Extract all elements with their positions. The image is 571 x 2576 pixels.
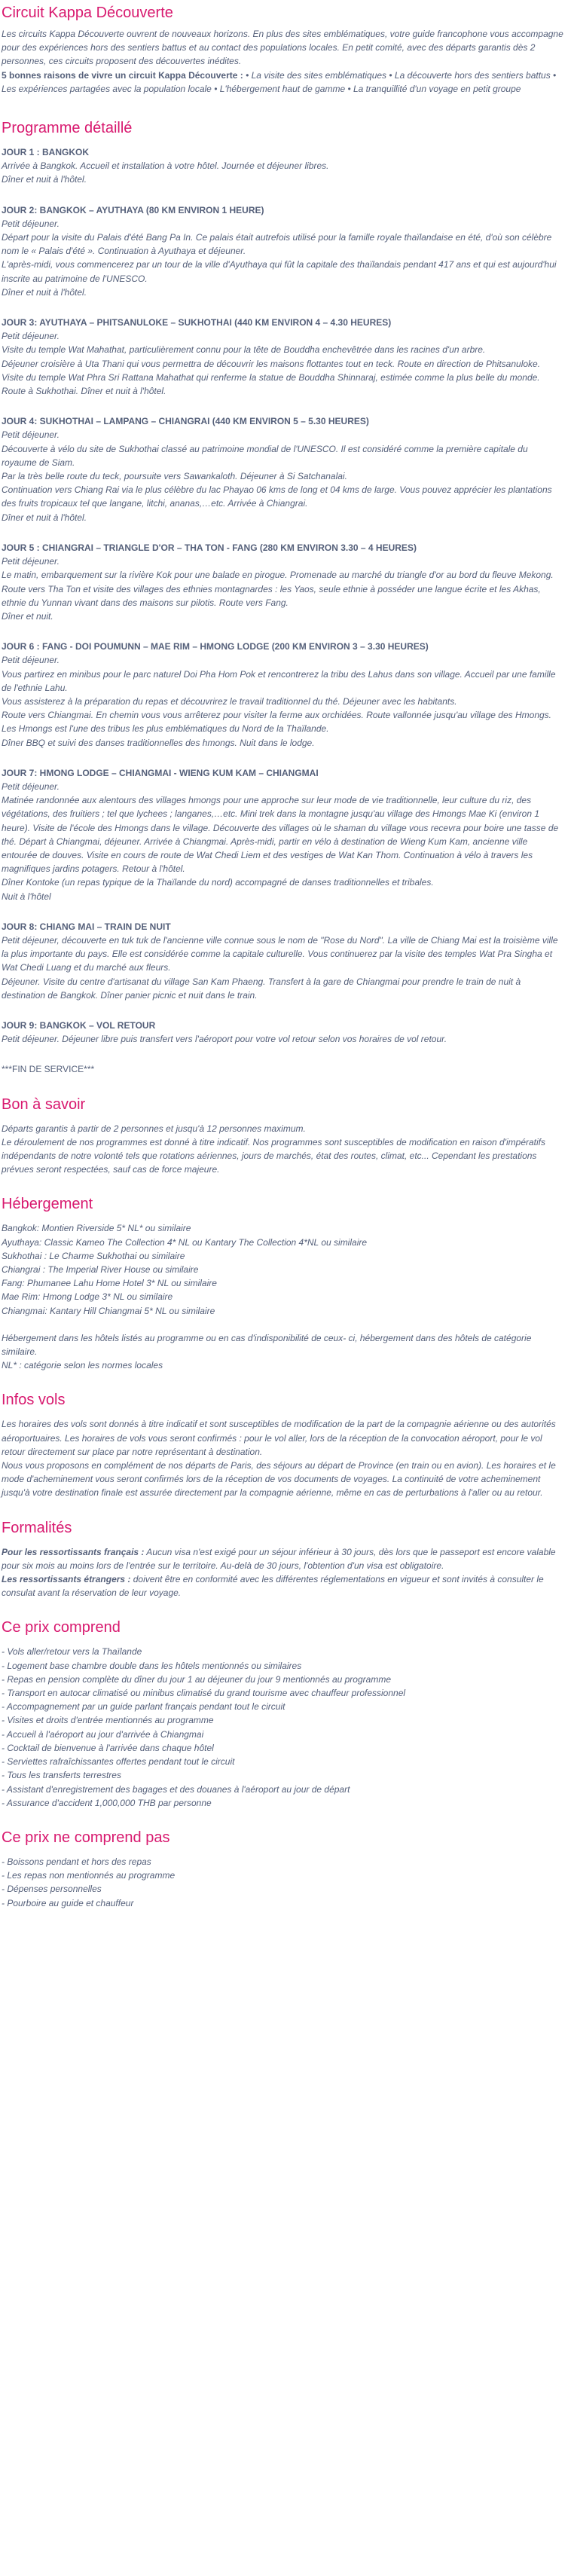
- hotel-line: Ayuthaya: Classic Kameo The Collection 4* NL ou Kantary The Collection 4*NL ou similaire: [2, 1236, 368, 1248]
- day-block: [2, 145, 565, 187]
- bon-a-savoir-line: Le déroulement de nos programmes est donné à titre indicatif. Nos programmes sont susceptibles de modification en raison d'impératifs indépendants de notre volonté tels que rotations aériennes, jours de marchés, état des routes, climat, etc... Cependant les prestations prévues seront respectées, sauf cas de force majeure.: [2, 1136, 545, 1175]
- hotel-line: Mae Rim: Hmong Lodge 3* NL ou similaire: [2, 1291, 173, 1303]
- included-item: - Assurance d'accident 1,000,000 THB par personne: [2, 1797, 212, 1808]
- reasons-label: 5 bonnes raisons de vivre un circuit Kappa Découverte :: [2, 69, 243, 81]
- day-line: Petit déjeuner. Déjeuner libre puis transfert vers l'aéroport pour votre vol retour selon vos horaires de vol retour.: [2, 1034, 447, 1045]
- excluded-item: - Boissons pendant et hors des repas: [2, 1856, 151, 1867]
- day-line: Dîner et nuit à l'hôtel.: [2, 174, 87, 185]
- day-title: JOUR 7: HMONG LODGE – CHIANGMAI - WIENG KUM KAM – CHIANGMAI: [2, 767, 319, 778]
- day-line: Déjeuner. Visite du centre d'artisanat du village San Kam Phaeng. Transfert à la gare de Chiangmai pour prendre le train de nuit à destination de Bangkok. Dîner panier picnic et nuit dans le train.: [2, 976, 521, 1001]
- day-body: [2, 159, 565, 186]
- day-block: [2, 541, 565, 623]
- hebergement-heading: Hébergement: [2, 1196, 93, 1213]
- included-item: - Vols aller/retour vers la Thaïlande: [2, 1646, 142, 1658]
- day-body: [2, 555, 565, 623]
- day-body: [2, 653, 565, 749]
- hebergement-note: NL* : catégorie selon les normes locales: [2, 1360, 163, 1371]
- day-line: Découverte à vélo du site de Sukhothai classé au patrimoine mondial de l'UNESCO. Il est considéré comme la première capitale du royaume de Siam.: [2, 443, 528, 468]
- reasons-text: • La visite des sites emblématiques • La découverte hors des sentiers battus • Les expériences partagées avec la population locale • L'hébergement haut de gamme • La tranquillité d'un voyage en petit groupe: [2, 69, 557, 94]
- day-title: JOUR 2: BANGKOK – AYUTHAYA (80 KM ENVIRON 1 HEURE): [2, 204, 264, 215]
- day-block: [2, 414, 565, 524]
- day-line: Arrivée à Bangkok. Accueil et installation à votre hôtel. Journée et déjeuner libres.: [2, 160, 329, 172]
- day-title: JOUR 6 : FANG - DOI POUMUNN – MAE RIM – HMONG LODGE (200 KM ENVIRON 3 – 3.30 HEURES): [2, 641, 429, 652]
- day-block: [2, 766, 565, 903]
- day-block: [2, 203, 565, 299]
- infos-vols-heading: Infos vols: [2, 1392, 66, 1409]
- day-block: [2, 316, 565, 398]
- formalites-section: [2, 1518, 565, 1600]
- day-title: JOUR 9: BANGKOK – VOL RETOUR: [2, 1019, 156, 1031]
- day-title: JOUR 8: CHIANG MAI – TRAIN DE NUIT: [2, 921, 171, 932]
- day-line: Petit déjeuner.: [2, 218, 60, 229]
- bon-a-savoir-heading: Bon à savoir: [2, 1095, 86, 1113]
- day-line: Route à Sukhothai. Dîner et nuit à l'hôtel.: [2, 386, 166, 397]
- page-title: Circuit Kappa Découverte: [2, 5, 173, 21]
- day-line: Petit déjeuner.: [2, 655, 60, 666]
- day-line: Déjeuner croisière à Uta Thani qui vous permettra de découvrir les maisons flottantes tout en teck. Route en direction de Phitsanuloke.: [2, 358, 541, 369]
- formalites-foreign-text: doivent être en conformité avec les différentes réglementations en vigueur et sont invités à consulter le consulat avant la réservation de leur voyage.: [2, 1574, 544, 1599]
- day-line: Matinée randonnée aux alentours des villages hmongs pour une approche sur leur mode de vie traditionnelle, leur culture du riz, des végétations, des fruitiers ; tel que lychees ; langanes,…etc. Mini trek dans la montagne jusqu'au village des Hmongs Mae Ki (environ 1 heure). Visite de l'école des Hmongs dans le village. Découverte des villages où le shaman du village vous recevra pour boire une tasse de thé. Départ à Chiangmai, déjeuner. Arrivée à Chiangmai. Après-midi, partir en vélo à destination de Wieng Kum Kam, ancienne ville entourée de douves. Visite en cours de route de Wat Chedi Liem et des vestiges de Wat Kan Thom. Continuation à vélo à travers les magnifiques jardins potagers. Retour à l'hôtel.: [2, 795, 559, 875]
- formalites-foreign: [2, 1572, 565, 1600]
- hotel-list: [2, 1221, 565, 1317]
- day-line: Petit déjeuner.: [2, 781, 60, 792]
- bon-a-savoir-section: [2, 1095, 565, 1177]
- day-line: Route vers Chiangmai. En chemin vous vous arrêterez pour visiter la ferme aux orchidées. Route vallonnée jusqu'au village des Hmongs. Les Hmongs est l'une des tribus les plus emblématiques du Nord de la Thaïlande.: [2, 710, 551, 735]
- hebergement-section: [2, 1194, 565, 1372]
- day-line: Visite du temple Wat Mahathat, particulièrement connu pour la tête de Bouddha enchevêtrée dans les racines d'un arbre.: [2, 344, 486, 356]
- programme-heading: Programme détaillé: [2, 120, 133, 137]
- day-block: [2, 1019, 565, 1046]
- day-line: Petit déjeuner.: [2, 429, 60, 441]
- day-title: JOUR 3: AYUTHAYA – PHITSANULOKE – SUKHOTHAI (440 KM ENVIRON 4 – 4.30 HEURES): [2, 317, 392, 328]
- day-body: [2, 1032, 565, 1046]
- intro-section: [2, 27, 565, 96]
- prix-comprend-list: [2, 1645, 565, 1809]
- day-line: Dîner et nuit à l'hôtel.: [2, 286, 87, 298]
- formalites-french-text: Aucun visa n'est exigé pour un séjour inférieur à 30 jours, dès lors que le passeport est encore valable pour six mois au moins lors de l'entrée sur le territoire. Au-delà de 30 jours, l'obtention d'un visa est obligatoire.: [2, 1546, 556, 1571]
- included-item: - Logement base chambre double dans les hôtels mentionnés ou similaires: [2, 1660, 302, 1671]
- document: [0, 3, 571, 1910]
- excluded-item: - Pourboire au guide et chauffeur: [2, 1897, 134, 1908]
- day-line: Visite du temple Wat Phra Sri Rattana Mahathat qui renferme la statue de Bouddha Shinnaraj, estimée comme la plus belle du monde.: [2, 371, 540, 383]
- day-title: JOUR 1 : BANGKOK: [2, 147, 90, 158]
- excluded-item: - Dépenses personnelles: [2, 1884, 102, 1895]
- included-item: - Accueil à l'aéroport au jour d'arrivée à Chiangmai: [2, 1728, 204, 1740]
- intro-paragraph: Les circuits Kappa Découverte ouvrent de nouveaux horizons. En plus des sites emblématiques, votre guide francophone vous accompagne pour des expériences hors des sentiers battus et au contact des populations locales. En petit comité, avec des départs garantis dès 2 personnes, ces circuits proposent des découvertes inédites.: [2, 29, 563, 67]
- day-body: [2, 428, 565, 524]
- included-item: - Accompagnement par un guide parlant français pendant tout le circuit: [2, 1701, 286, 1713]
- day-line: Dîner et nuit à l'hôtel.: [2, 512, 87, 523]
- days-list: [2, 145, 565, 1046]
- day-line: Petit déjeuner, découverte en tuk tuk de l'ancienne ville connue sous le nom de "Rose du Nord". La ville de Chiang Mai est la troisième ville la plus importante du pays. Elle est considérée comme la capitale culturelle. Vous continuerez par la visite des temples Wat Pra Singha et Wat Chedi Luang et du marché aux fleurs.: [2, 934, 558, 973]
- hotel-line: Chiangrai : The Imperial River House ou similaire: [2, 1264, 199, 1276]
- formalites-french-label: Pour les ressortissants français :: [2, 1546, 145, 1557]
- included-item: - Cocktail de bienvenue à l'arrivée dans chaque hôtel: [2, 1742, 214, 1753]
- included-item: - Visites et droits d'entrée mentionnés au programme: [2, 1715, 214, 1726]
- day-line: Dîner BBQ et suivi des danses traditionnelles des hmongs. Nuit dans le lodge.: [2, 737, 315, 748]
- day-body: [2, 780, 565, 903]
- formalites-french: [2, 1545, 565, 1572]
- day-line: Vous partirez en minibus pour le parc naturel Doi Pha Hom Pok et rencontrerez la tribu des Lahus dans son village. Accueil par une famille de l'ethnie Lahu.: [2, 668, 556, 693]
- day-title: JOUR 4: SUKHOTHAI – LAMPANG – CHIANGRAI (440 KM ENVIRON 5 – 5.30 HEURES): [2, 416, 369, 427]
- hotel-line: Chiangmai: Kantary Hill Chiangmai 5* NL ou similaire: [2, 1305, 215, 1316]
- included-item: - Repas en pension complète du dîner du jour 1 au déjeuner du jour 9 mentionnés au programme: [2, 1673, 391, 1685]
- hebergement-note: Hébergement dans les hôtels listés au programme ou en cas d'indisponibilité de ceux- ci, hébergement dans des hôtels de catégorie similaire.: [2, 1332, 532, 1358]
- excluded-item: - Les repas non mentionnés au programme: [2, 1870, 176, 1881]
- day-line: Dîner Kontoke (un repas typique de la Thaïlande du nord) accompagné de danses traditionnelles et tribales.: [2, 877, 434, 888]
- bon-a-savoir-line: Départs garantis à partir de 2 personnes et jusqu'à 12 personnes maximum.: [2, 1123, 306, 1134]
- formalites-foreign-label: Les ressortissants étrangers :: [2, 1574, 131, 1585]
- day-block: [2, 920, 565, 1002]
- day-line: Départ pour la visite du Palais d'été Bang Pa In. Ce palais était autrefois utilisé pour la famille royale thaïlandaise en été, d'où son célèbre nom le « Palais d'été ». Continuation à Ayuthaya et déjeuner.: [2, 232, 552, 257]
- infos-vols-paragraph: Nous vous proposons en complément de nos départs de Paris, des séjours au départ de Province (en train ou en avion). Les horaires et le mode d'acheminement vous seront confirmés lors de la réception de vos documents de voyages. La continuité de votre acheminement jusqu'à votre destination finale est assurée directement par la compagnie aérienne, même en cas de perturbations à l'aller ou au retour.: [2, 1460, 556, 1499]
- day-line: Petit déjeuner.: [2, 556, 60, 567]
- day-line: Vous assisterez à la préparation du repas et découvrirez le travail traditionnel du thé. Déjeuner avec les habitants.: [2, 695, 457, 707]
- prix-ne-comprend-list: [2, 1855, 565, 1910]
- day-body: [2, 934, 565, 1002]
- day-line: Le matin, embarquement sur la rivière Kok pour une balade en pirogue. Promenade au marché du triangle d'or au bord du fleuve Mekong. Route vers Tha Ton et visite des villages des ethnies montagnardes : les Yaos, seule ethnie à posséder une langue écrite et les Akhas, ethnie du Yunnan vivant dans des maisons sur pilotis. Route vers Fang.: [2, 570, 554, 608]
- day-line: Dîner et nuit.: [2, 610, 53, 622]
- infos-vols-paragraph: Les horaires des vols sont donnés à titre indicatif et sont susceptibles de modification de la part de la compagnie aérienne ou des autorités aéroportuaires. Les horaires de vols vous seront confirmés : pour le vol aller, lors de la réception de la convocation aéroport, pour le vol retour directement sur place par notre représentant à destination.: [2, 1419, 556, 1457]
- hotel-line: Sukhothai : Le Charme Sukhothai ou similaire: [2, 1250, 185, 1261]
- day-body: [2, 217, 565, 299]
- prix-comprend-section: [2, 1618, 565, 1809]
- end-of-service: ***FIN DE SERVICE***: [2, 1064, 95, 1075]
- infos-vols-section: [2, 1390, 565, 1499]
- day-line: L'après-midi, vous commencerez par un tour de la ville d'Ayuthaya qui fût la capitale des thaïlandais pendant 417 ans et qui est aujourd'hui inscrite au patrimoine de l'UNESCO.: [2, 259, 557, 284]
- day-line: Nuit à l'hôtel: [2, 891, 51, 902]
- included-item: - Transport en autocar climatisé ou minibus climatisé du grand tourisme avec chauffeur professionnel: [2, 1688, 406, 1699]
- hotel-line: Bangkok: Montien Riverside 5* NL* ou similaire: [2, 1223, 191, 1234]
- day-line: Petit déjeuner.: [2, 331, 60, 342]
- day-line: Par la très belle route du teck, poursuite vers Sawankaloth. Déjeuner à Si Satchanalai.: [2, 471, 347, 482]
- day-title: JOUR 5 : CHIANGRAI – TRIANGLE D'OR – THA TON - FANG (280 KM ENVIRON 3.30 – 4 HEURES): [2, 542, 417, 553]
- programme-section: [2, 118, 565, 1077]
- prix-ne-comprend-section: [2, 1828, 565, 1910]
- included-item: - Assistant d'enregistrement des bagages et des douanes à l'aéroport au jour de départ: [2, 1783, 350, 1795]
- included-item: - Tous les transferts terrestres: [2, 1770, 121, 1781]
- day-line: Continuation vers Chiang Rai via le plus célèbre du lac Phayao 06 kms de long et 04 kms de large. Vous pouvez apprécier les plantations des fruits tropicaux tel que langane, litchi, ananas,…etc. Arrivée à Chiangrai.: [2, 484, 552, 509]
- day-body: [2, 329, 565, 398]
- prix-ne-comprend-heading: Ce prix ne comprend pas: [2, 1829, 170, 1846]
- formalites-heading: Formalités: [2, 1519, 72, 1536]
- prix-comprend-heading: Ce prix comprend: [2, 1619, 121, 1636]
- hotel-line: Fang: Phumanee Lahu Home Hotel 3* NL ou similaire: [2, 1278, 217, 1289]
- day-block: [2, 640, 565, 750]
- intro-reasons: [2, 69, 565, 96]
- included-item: - Serviettes rafraîchissantes offertes pendant tout le circuit: [2, 1756, 235, 1768]
